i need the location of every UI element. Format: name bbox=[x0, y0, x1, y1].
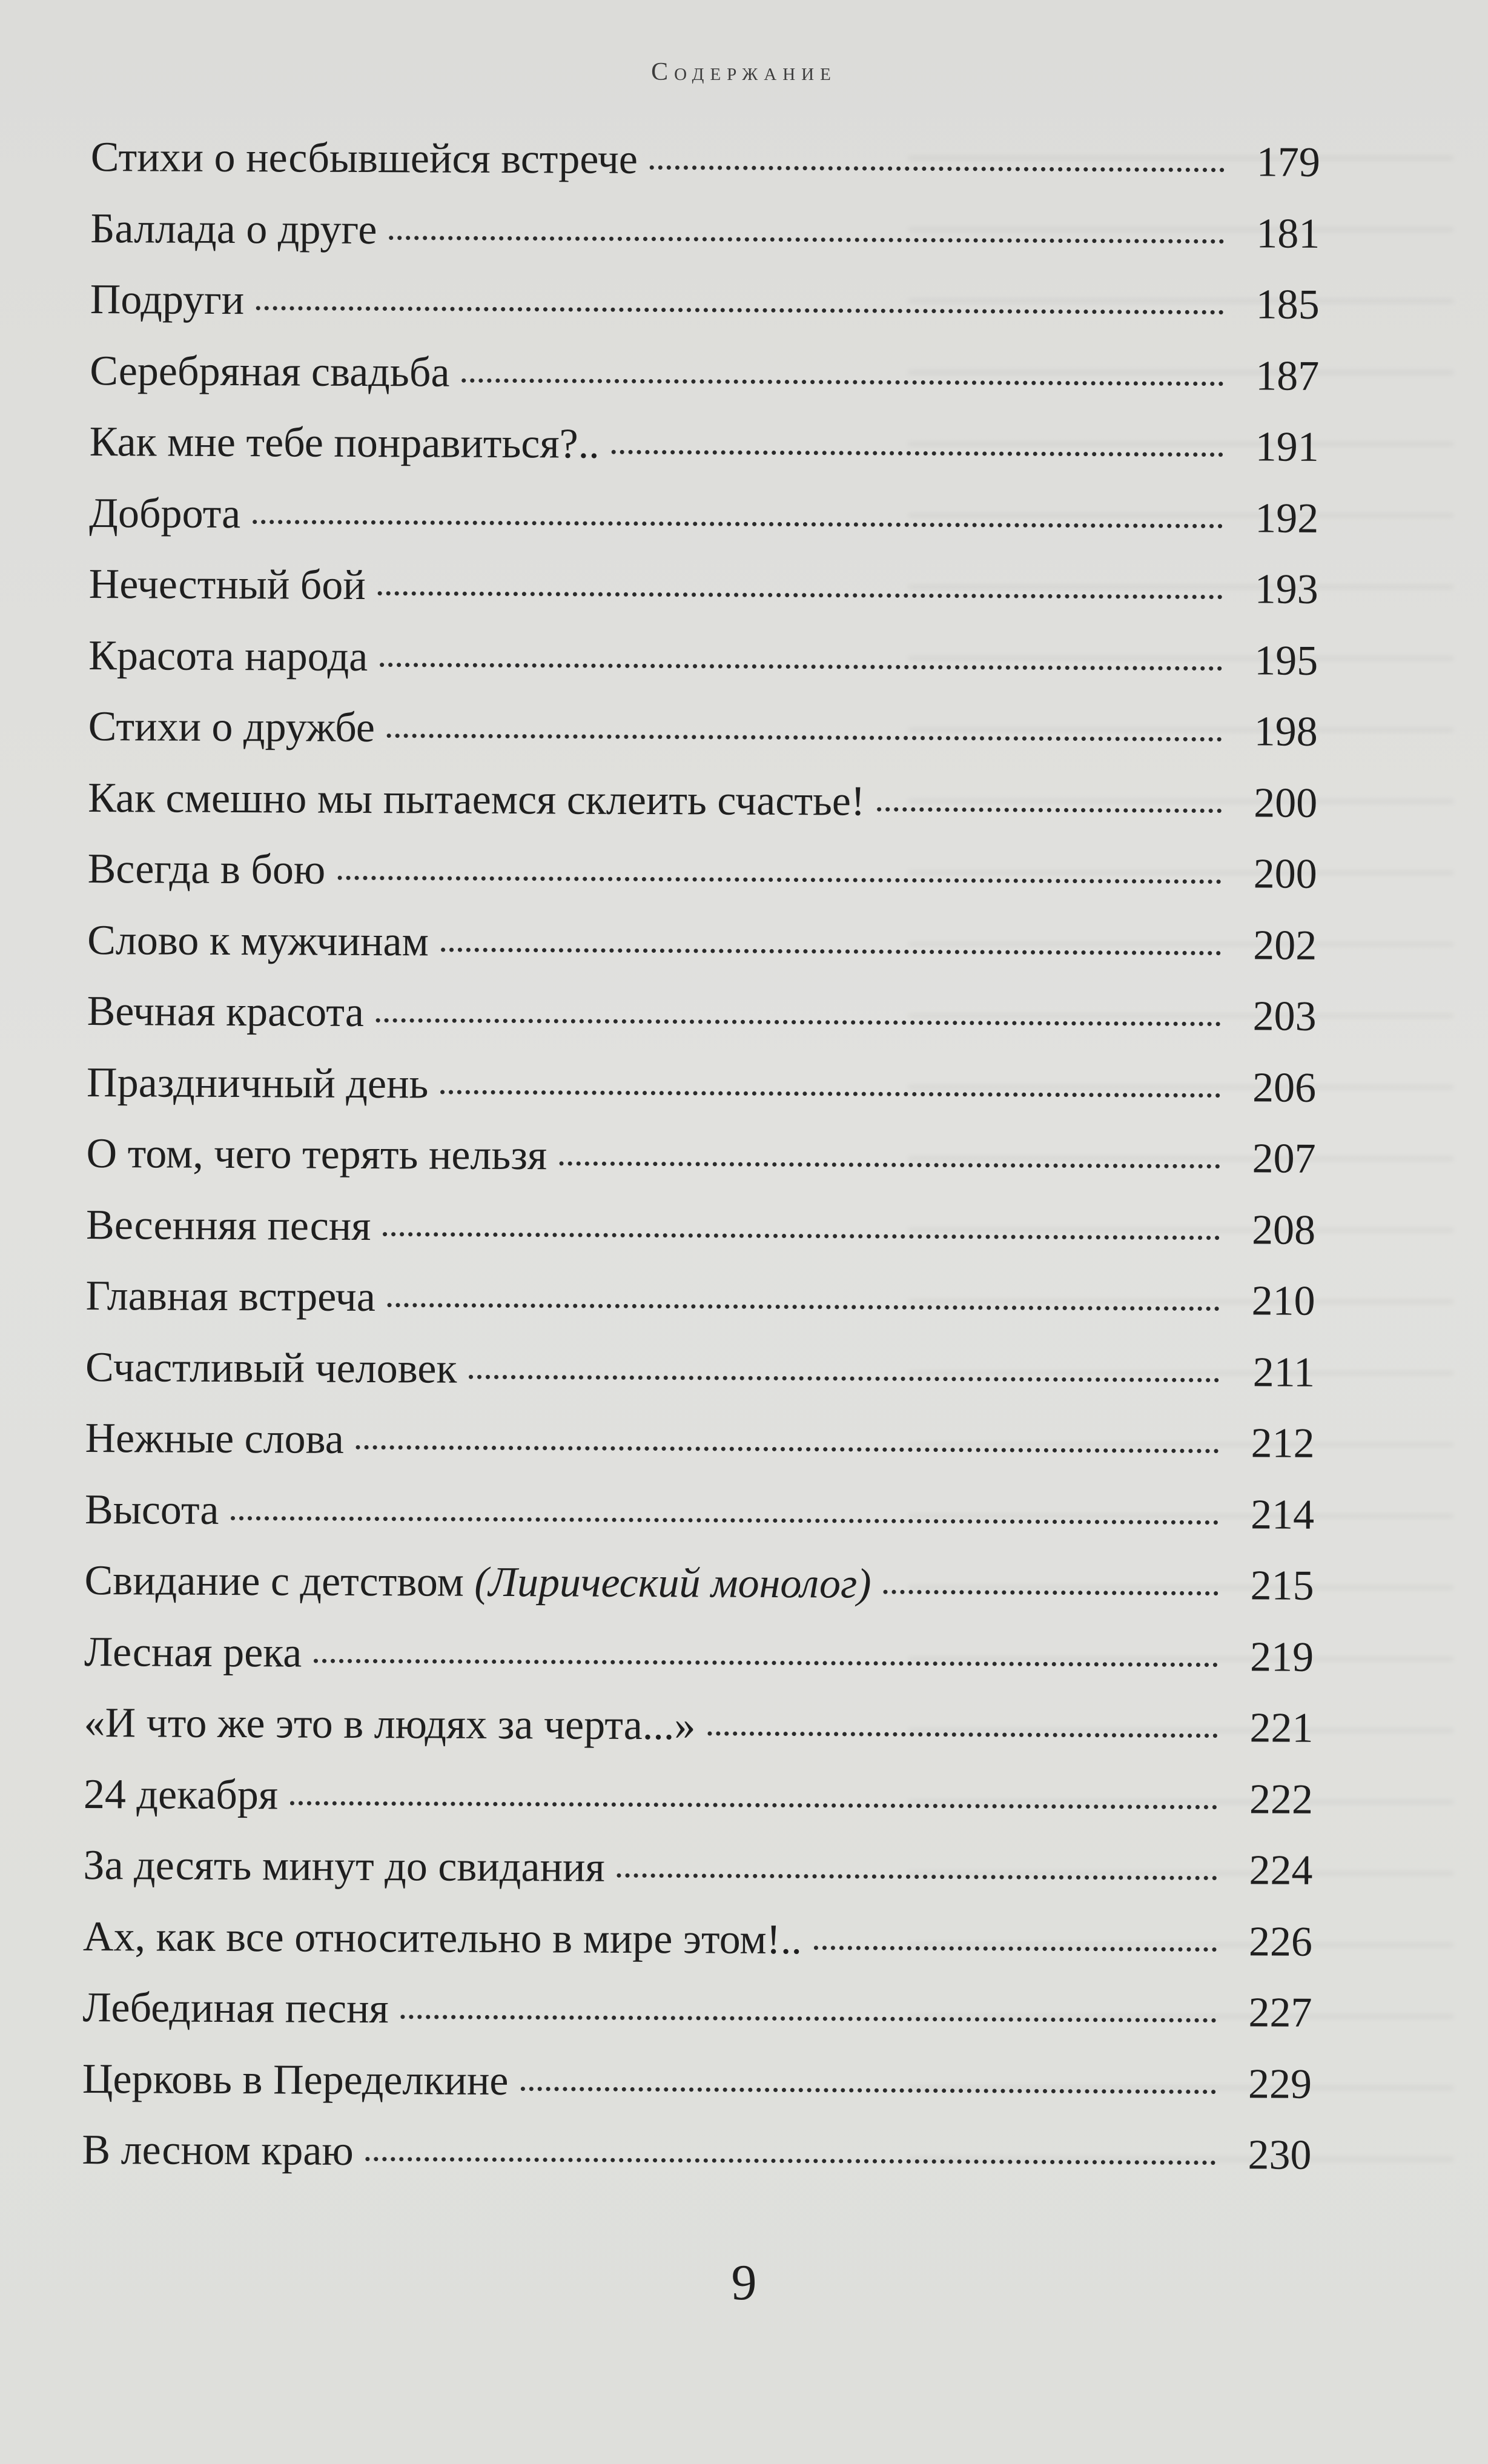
dot-leader bbox=[650, 165, 1225, 172]
dot-leader bbox=[814, 1946, 1217, 1952]
toc-entry bbox=[87, 1058, 1316, 1134]
entry-title bbox=[84, 1770, 278, 1819]
entry-page-number: 221 bbox=[1249, 1704, 1314, 1752]
dot-leader bbox=[617, 1873, 1217, 1880]
toc-entry bbox=[87, 987, 1316, 1064]
entry-title bbox=[88, 703, 375, 752]
page-number: 9 bbox=[731, 2254, 757, 2311]
dot-leader bbox=[520, 2087, 1216, 2094]
entry-page-number: 208 bbox=[1251, 1206, 1316, 1254]
dot-leader bbox=[877, 807, 1222, 812]
dot-leader bbox=[256, 306, 1224, 314]
entry-title-text: Слово к мужчинам bbox=[87, 916, 429, 965]
entry-page-number: 187 bbox=[1255, 352, 1320, 400]
dot-leader bbox=[290, 1801, 1217, 1809]
toc-entry bbox=[86, 1201, 1315, 1277]
entry-title bbox=[85, 1272, 375, 1322]
entry-title bbox=[82, 2126, 354, 2176]
entry-title-text: Серебряная свадьба bbox=[90, 347, 450, 396]
entry-title-text: Праздничный день bbox=[86, 1059, 429, 1107]
entry-page-number: 200 bbox=[1254, 779, 1318, 827]
entry-title-text: Вечная красота bbox=[87, 987, 365, 1036]
dot-leader bbox=[389, 236, 1224, 243]
entry-page-number: 181 bbox=[1256, 210, 1320, 257]
entry-page-number: 224 bbox=[1249, 1847, 1313, 1894]
dot-leader bbox=[387, 734, 1222, 741]
entry-page-number: 193 bbox=[1254, 566, 1318, 613]
dot-leader bbox=[337, 876, 1221, 884]
toc-entry bbox=[85, 1485, 1314, 1562]
dot-leader bbox=[383, 1232, 1220, 1240]
dot-leader bbox=[314, 1658, 1218, 1667]
dot-leader bbox=[366, 2157, 1216, 2165]
toc-entry bbox=[85, 1343, 1315, 1419]
entry-page-number: 226 bbox=[1248, 1918, 1313, 1966]
entry-title bbox=[90, 418, 600, 469]
entry-title bbox=[84, 1628, 302, 1677]
entry-title-text: Как смешно мы пытаемся склеить счастье! bbox=[88, 774, 865, 825]
entry-title-text: «И что же это в людях за черта...» bbox=[84, 1699, 696, 1749]
entry-page-number: 191 bbox=[1255, 423, 1319, 471]
dot-leader bbox=[440, 1090, 1220, 1098]
entry-title-text: Высота bbox=[84, 1486, 219, 1534]
entry-title bbox=[91, 133, 638, 184]
entry-title bbox=[86, 1201, 371, 1250]
entry-title bbox=[88, 631, 368, 681]
entry-page-number: 202 bbox=[1253, 921, 1317, 969]
entry-page-number: 215 bbox=[1250, 1562, 1314, 1609]
entry-title-text: 24 декабря bbox=[83, 1770, 279, 1818]
entry-title-text: Ах, как все относительно в мире этом!.. bbox=[82, 1913, 802, 1963]
running-header: Содержание bbox=[651, 58, 837, 86]
entry-title-text: Лебединая песня bbox=[82, 1984, 389, 2033]
entry-title-text: Свидание с детством bbox=[84, 1557, 465, 1606]
entry-page-number: 214 bbox=[1250, 1491, 1315, 1538]
dot-leader bbox=[380, 663, 1222, 671]
entry-title-text: Церковь в Переделкине bbox=[82, 2055, 509, 2104]
toc-entry bbox=[84, 1699, 1313, 1775]
entry-title bbox=[88, 773, 865, 826]
entry-page-number: 210 bbox=[1251, 1277, 1315, 1325]
entry-page-number: 207 bbox=[1252, 1135, 1316, 1182]
entry-page-number: 230 bbox=[1248, 2131, 1312, 2179]
entry-title-text: Баллада о друге bbox=[90, 205, 377, 253]
entry-title bbox=[85, 1485, 219, 1534]
dot-leader bbox=[231, 1516, 1219, 1525]
toc-entry bbox=[90, 346, 1319, 423]
toc-entry bbox=[90, 276, 1319, 352]
entry-title bbox=[84, 1699, 695, 1750]
entry-title bbox=[85, 1414, 344, 1464]
toc-entry bbox=[85, 1414, 1314, 1491]
toc-entry bbox=[86, 1130, 1315, 1206]
entry-title bbox=[90, 204, 377, 254]
toc-entry bbox=[89, 489, 1318, 565]
toc-entry bbox=[88, 560, 1318, 637]
toc-entry bbox=[82, 2055, 1312, 2131]
dot-leader bbox=[884, 1590, 1219, 1595]
toc-entry bbox=[90, 204, 1320, 280]
entry-title bbox=[87, 1058, 429, 1108]
entry-page-number: 200 bbox=[1253, 850, 1317, 898]
dot-leader bbox=[441, 947, 1221, 955]
entry-title-text: Весенняя песня bbox=[85, 1201, 371, 1250]
entry-title bbox=[90, 346, 450, 397]
entry-title-text: Нежные слова bbox=[85, 1414, 345, 1463]
dot-leader bbox=[401, 2015, 1217, 2022]
entry-page-number: 195 bbox=[1254, 637, 1318, 684]
entry-title bbox=[86, 1130, 547, 1180]
entry-title-text: Нечестный бой bbox=[88, 560, 366, 609]
entry-page-number: 211 bbox=[1252, 1348, 1315, 1396]
entry-page-number: 198 bbox=[1254, 708, 1318, 755]
dot-leader bbox=[469, 1374, 1219, 1382]
entry-title bbox=[88, 845, 326, 895]
dot-leader bbox=[388, 1303, 1220, 1311]
toc-entry bbox=[87, 916, 1317, 992]
entry-page-number: 179 bbox=[1256, 139, 1320, 186]
toc-entry bbox=[82, 2126, 1311, 2202]
entry-page-number: 185 bbox=[1255, 281, 1320, 328]
entry-title-text: За десять минут до свидания bbox=[83, 1841, 605, 1891]
entry-title-text: Стихи о несбывшейся встрече bbox=[90, 133, 638, 183]
toc-entry bbox=[85, 1272, 1315, 1348]
dot-leader bbox=[612, 450, 1223, 457]
entry-title-text: Как мне тебе понравиться?.. bbox=[89, 418, 600, 468]
entry-page-number: 206 bbox=[1252, 1064, 1317, 1111]
entry-title-text: Всегда в бою bbox=[87, 845, 326, 893]
entry-title-text: Счастливый человек bbox=[85, 1343, 457, 1393]
dot-leader bbox=[707, 1731, 1217, 1738]
entry-title bbox=[82, 1984, 389, 2033]
toc-entry bbox=[83, 1841, 1312, 1918]
entry-title-text: Главная встреча bbox=[85, 1272, 376, 1321]
entry-title bbox=[85, 1343, 457, 1393]
entry-title bbox=[84, 1557, 871, 1609]
dot-leader bbox=[559, 1161, 1220, 1168]
toc-entry bbox=[90, 133, 1320, 210]
table-of-contents bbox=[82, 133, 1320, 2202]
entry-title bbox=[90, 276, 245, 325]
entry-title bbox=[89, 560, 366, 610]
dot-leader bbox=[376, 1018, 1221, 1026]
toc-entry bbox=[87, 845, 1317, 921]
toc-entry bbox=[88, 773, 1317, 850]
toc-entry bbox=[84, 1557, 1314, 1633]
entry-page-number: 203 bbox=[1252, 993, 1317, 1040]
entry-title-text: Доброта bbox=[89, 489, 241, 537]
entry-title bbox=[89, 489, 240, 538]
entry-title bbox=[87, 987, 364, 1037]
dot-leader bbox=[356, 1445, 1219, 1453]
entry-title bbox=[82, 2055, 509, 2105]
dot-leader bbox=[378, 591, 1223, 599]
entry-title-text: Лесная река bbox=[84, 1628, 302, 1677]
entry-title-text: Стихи о дружбе bbox=[88, 703, 375, 752]
entry-title bbox=[83, 1841, 605, 1892]
entry-page-number: 222 bbox=[1249, 1775, 1314, 1823]
entry-title bbox=[83, 1912, 802, 1964]
entry-page-number: 212 bbox=[1251, 1420, 1315, 1467]
entry-page-number: 219 bbox=[1249, 1633, 1314, 1681]
toc-entry bbox=[82, 1984, 1312, 2060]
entry-page-number: 229 bbox=[1248, 2060, 1312, 2108]
toc-entry bbox=[88, 631, 1318, 707]
toc-entry bbox=[84, 1628, 1314, 1704]
entry-subtitle: (Лирический монолог) bbox=[474, 1558, 871, 1608]
entry-page-number: 192 bbox=[1255, 494, 1319, 542]
toc-entry bbox=[88, 703, 1317, 779]
toc-entry bbox=[89, 418, 1318, 494]
dot-leader bbox=[461, 378, 1223, 385]
entry-title-text: Красота народа bbox=[88, 632, 368, 680]
entry-title-text: О том, чего терять нельзя bbox=[86, 1130, 547, 1179]
entry-page-number: 227 bbox=[1248, 1989, 1312, 2036]
entry-title bbox=[87, 916, 429, 965]
entry-title-text: Подруги bbox=[90, 276, 245, 324]
dot-leader bbox=[253, 520, 1223, 528]
entry-title-text: В лесном краю bbox=[82, 2126, 354, 2174]
toc-entry bbox=[84, 1770, 1313, 1846]
toc-entry bbox=[83, 1912, 1312, 1989]
